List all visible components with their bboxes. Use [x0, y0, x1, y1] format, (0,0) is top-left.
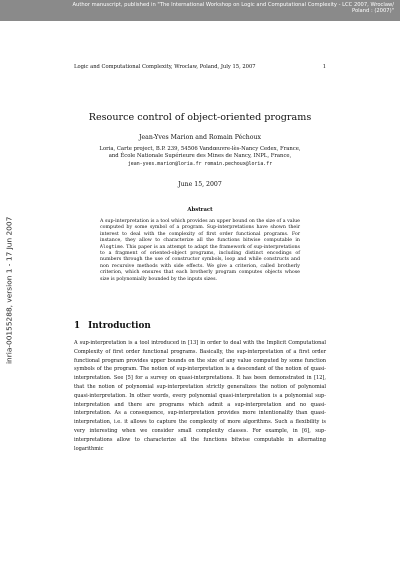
manuscript-banner — [0, 0, 400, 21]
abstract-text-part-2: . This paper is an attempt to adapt the framework of sup-interpretations to a fragment of oriented-object programs, including distinct encodings of numbers through the use of constructor symbols, loop and while constructs and non recursive methods with side effects. We give a criterion, called brotherly criterion, which ensures that each brotherly program computes objects whose size is polynomially bounded by the inputs sizes. — [100, 244, 300, 282]
abstract-complexity-class: Alogtime — [100, 244, 123, 250]
section-heading — [74, 321, 326, 331]
side-identifier: inria-00155288, version 1 - 17 Jun 2007 — [4, 216, 14, 364]
page-number: 1 — [322, 64, 326, 70]
affiliation — [74, 146, 326, 168]
section-number: 1 — [74, 321, 81, 331]
running-head-text: Logic and Computational Complexity, Wroclaw, Poland, July 15, 2007 — [74, 64, 256, 70]
paper-date: June 15, 2007 — [178, 181, 222, 188]
running-head — [74, 64, 326, 70]
banner-text: Author manuscript, published in "The International Workshop on Logic and Computational Complexity - LCC 2007, Wroclaw/ Poland : (2007)" — [72, 2, 394, 15]
section-title: Introduction — [88, 321, 151, 331]
paper-authors: Jean-Yves Marion and Romain Péchoux — [139, 134, 261, 141]
abstract-body — [100, 219, 300, 283]
abstract-heading: Abstract — [187, 207, 213, 213]
abstract-text-part-1: A sup-interpretation is a tool which provides an upper bound on the size of a value computed by some symbol of a program. Sup-interpretations have shown their interest to deal with the complexity of first order functional programs. For instance, they allow to characterize all the functions bitwise computable in — [100, 219, 300, 244]
affiliation-line-1: Loria, Carte project, B.P. 239, 54506 Vandœuvre-lès-Nancy Cedex, France, — [99, 146, 301, 152]
affiliation-line-2: and École Nationale Supérieure des Mines de Nancy, INPL, France, — [108, 153, 292, 160]
author-emails: jean-yves.marion@loria.fr romain.pechoux@loria.fr — [127, 160, 273, 167]
paper-title: Resource control of object-oriented programs — [88, 112, 312, 123]
introduction-paragraph: A sup-interpretation is a tool introduced in [13] in order to deal with the Implicit Computational Complexity of first order functional programs. Basically, the sup-interpretation of a first order functional program provides upper bounds on the size of any value computed by some function symbols of the program. The notion of sup-interpretation is a descendant of the notion of quasi-interpretation. See [5] for a survey on quasi-interpretations. It has been demonstrated in [12], that the notion of polynomial sup-interpretation strictly generalizes the notion of polynomial quasi-interpretation. In other words, every polynomial quasi-interpretation is a polynomial sup-interpretation and there are programs which admit a sup-interpretation and no quasi-interpretation. As a consequence, sup-interpretation provides more intentionality than quasi-interpretation, i.e. it allows to capture the complexity of more algorithms. Such a flexibility is very interesting when we consider small complexity classes. For example, in [6], sup-interpretations allow to characterize all the functions bitwise computable in alternating logarithmic — [74, 340, 326, 452]
